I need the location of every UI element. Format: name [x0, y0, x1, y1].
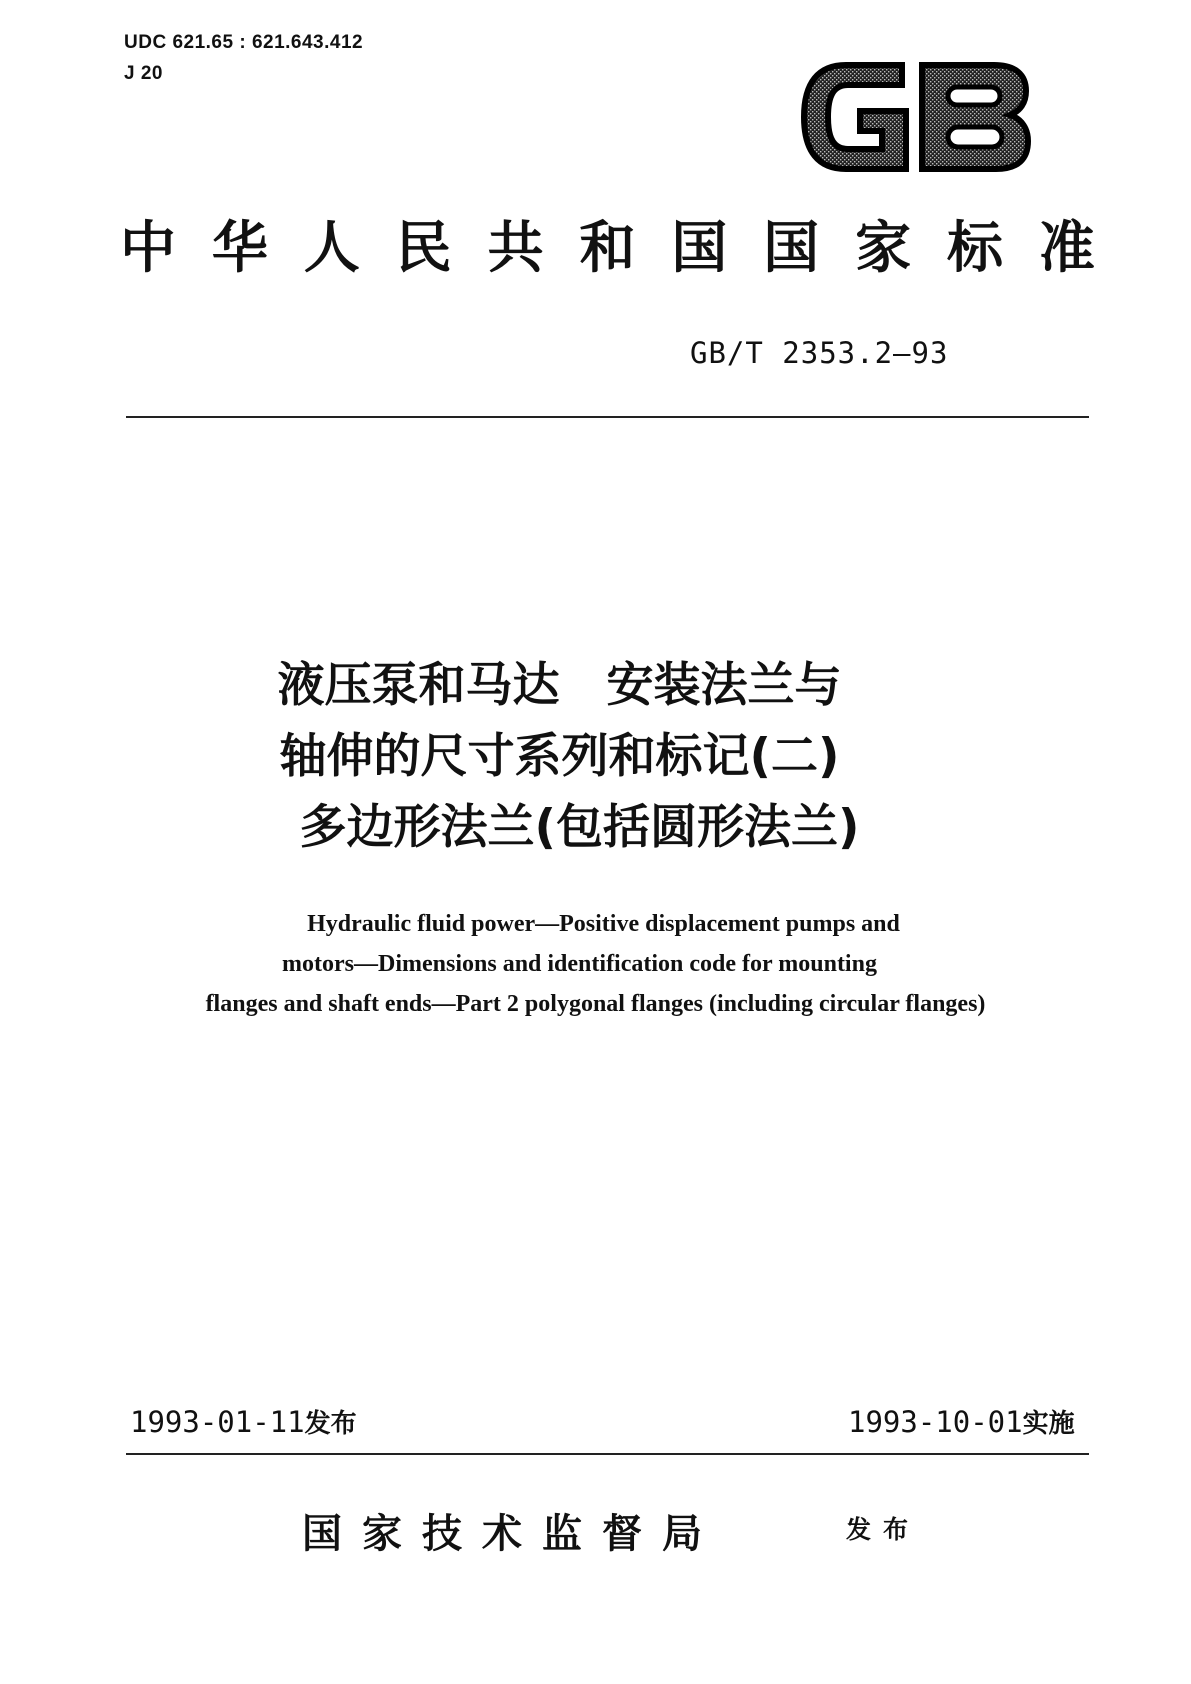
chinese-title-line-2: 轴伸的尺寸系列和标记(二) [279, 729, 840, 784]
issue-date [130, 1403, 357, 1440]
bottom-divider [126, 1453, 1089, 1455]
issuing-action: 发布 [846, 1515, 921, 1544]
issuing-authority: 国家技术监督局 [302, 1510, 722, 1557]
banner-char: 家 [855, 215, 912, 281]
english-title-line-3: flanges and shaft ends—Part 2 polygonal flanges (including circular flanges) [205, 991, 986, 1017]
chinese-title-line-1: 液压泵和马达 安装法兰与 [277, 658, 842, 713]
banner-char: 人 [303, 215, 360, 281]
banner-char: 和 [579, 215, 636, 281]
banner-char: 国 [671, 215, 728, 281]
issue-date-label: 发布 [304, 1409, 357, 1439]
banner-char: 华 [211, 215, 268, 281]
banner-char: 共 [487, 215, 544, 281]
udc-code: UDC 621.65 : 621.643.412 [124, 32, 364, 53]
implementation-date-label: 实施 [1022, 1409, 1075, 1439]
national-standard-banner [120, 213, 1095, 283]
standard-number: GB/T 2353.2—93 [690, 336, 949, 370]
top-divider [126, 416, 1089, 418]
english-title-line-1: Hydraulic fluid power—Positive displacement pumps and [307, 911, 900, 937]
chinese-title-line-3: 多边形法兰(包括圆形法兰) [299, 800, 860, 855]
english-title-line-2: motors—Dimensions and identification code for mounting [282, 951, 877, 977]
issue-date-value: 1993-01-11 [130, 1405, 305, 1439]
banner-char: 中 [120, 215, 176, 281]
implementation-date [848, 1403, 1075, 1440]
banner-char: 标 [947, 215, 1004, 281]
banner-char: 准 [1038, 215, 1095, 281]
banner-char: 民 [395, 215, 452, 281]
ccs-code: J 20 [124, 63, 163, 84]
banner-char: 国 [763, 215, 820, 281]
implementation-date-value: 1993-10-01 [848, 1405, 1023, 1439]
gb-logo-icon [798, 57, 1032, 177]
